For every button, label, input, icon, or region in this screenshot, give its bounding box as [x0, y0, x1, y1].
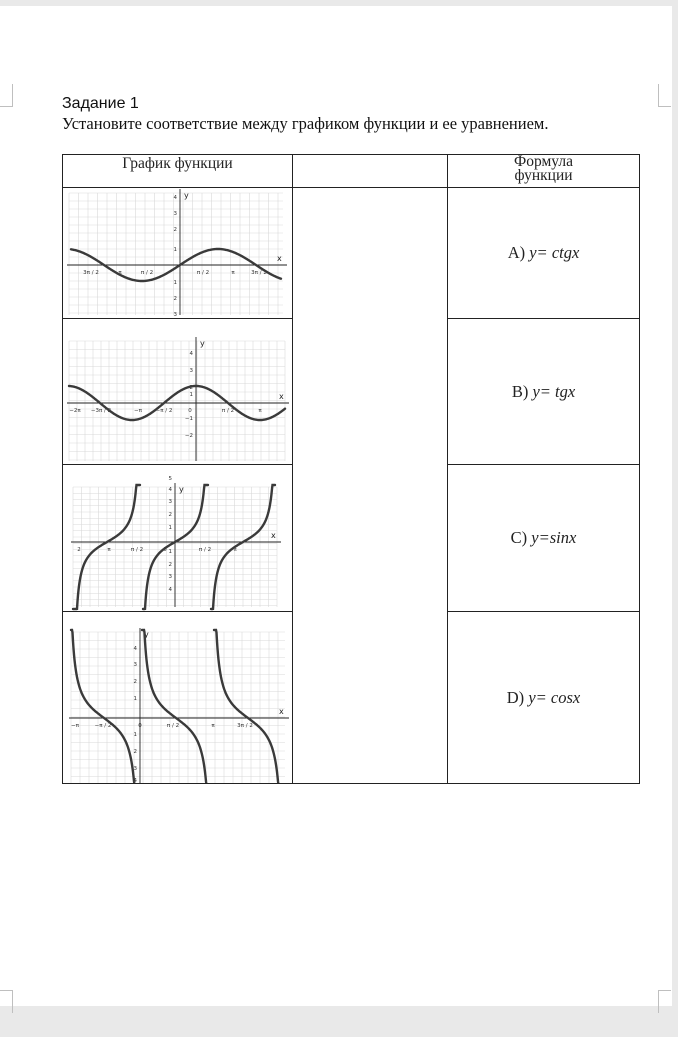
x-tick-label: −π / 2: [155, 408, 173, 414]
x-tick-label: π: [231, 270, 235, 276]
x-tick-label: 3π / 2: [83, 270, 99, 276]
y-tick-label: 1: [173, 280, 177, 286]
matching-table: [62, 154, 640, 784]
formula-letter: C): [510, 528, 528, 547]
x-tick-label: π: [233, 547, 237, 553]
task-title: Задание 1: [62, 95, 139, 112]
y-tick-label: 1: [189, 392, 193, 398]
page-corner-mark: [658, 990, 671, 1013]
y-tick-label: 3: [189, 368, 193, 374]
header-formula: [448, 155, 640, 188]
x-tick-label: 3π / 2: [237, 723, 253, 729]
formula-cell-d: [448, 612, 640, 784]
formula-cell-a: [448, 188, 640, 319]
page-corner-mark: [0, 84, 13, 107]
graph-cell-4: [63, 612, 293, 784]
graph-cell-1: [63, 188, 293, 319]
curve: [142, 630, 211, 783]
x-tick-label: π / 2: [196, 270, 210, 276]
y-tick-label: 2: [189, 385, 193, 391]
formula-letter: A): [507, 243, 526, 262]
y-tick-label: 1: [133, 732, 137, 738]
y-tick-label: 1: [133, 696, 137, 702]
curve: [214, 630, 283, 783]
answer-column: [293, 188, 448, 784]
task-instruction: Установите соответствие между графиком функции и ее уравнением.: [62, 114, 549, 133]
table-header-row: [63, 155, 640, 188]
header-formula-line2: функции: [514, 167, 573, 184]
x-tick-label: −π: [134, 408, 142, 414]
x-tick-label: π: [258, 408, 262, 414]
graph-cell-3: [63, 465, 293, 612]
formula-expression: y= tgx: [532, 381, 576, 401]
y-tick-label: 2: [173, 227, 177, 233]
x-tick-label: π / 2: [166, 723, 180, 729]
header-formula-line1: Формула: [513, 153, 573, 170]
y-tick-label: 2: [168, 562, 172, 568]
page-corner-mark: [658, 84, 671, 107]
x-tick-label: −π / 2: [94, 723, 112, 729]
x-tick-label: 0: [138, 723, 142, 729]
graph-1-sine: [63, 188, 292, 318]
x-tick-label: 0: [188, 408, 192, 414]
x-tick-label: π / 2: [140, 270, 154, 276]
y-tick-label: 3: [173, 312, 177, 318]
y-tick-label: 1: [168, 549, 172, 555]
y-tick-label: 4: [168, 587, 172, 593]
graph-2-cosine: [63, 319, 292, 464]
y-tick-label: 2: [133, 679, 137, 685]
y-tick-label: 4: [133, 778, 137, 783]
graph-cell-2: [63, 319, 293, 465]
formula-letter: B): [511, 381, 529, 401]
page-corner-mark: [0, 990, 13, 1013]
x-axis-label: x: [271, 531, 276, 540]
y-axis-label: y: [144, 630, 149, 639]
x-tick-label: π: [211, 723, 215, 729]
y-tick-label: 2: [173, 296, 177, 302]
formula-expression: y= cosx: [528, 687, 581, 707]
x-tick-label: −2π: [69, 408, 81, 414]
y-tick-label: 2: [133, 749, 137, 755]
y-axis-label: y: [184, 191, 189, 200]
x-tick-label: π: [118, 270, 122, 276]
y-tick-label: 3: [168, 574, 172, 580]
y-tick-label: 1: [173, 247, 177, 253]
formula-expression: y=sinx: [531, 528, 577, 547]
table-row: [63, 188, 640, 319]
y-axis-label: y: [179, 485, 184, 494]
formula-expression: y= ctgx: [529, 243, 580, 262]
x-axis-label: x: [279, 392, 284, 401]
y-tick-label: 3: [173, 211, 177, 217]
y-tick-label: 4: [168, 487, 172, 493]
graph-3-tangent: [63, 465, 292, 611]
curve: [71, 630, 139, 783]
x-tick-label: 0: [163, 547, 167, 553]
x-tick-label: −π: [71, 723, 79, 729]
x-tick-label: π / 2: [130, 547, 144, 553]
formula-letter: D): [506, 687, 525, 707]
y-tick-label: 1: [168, 525, 172, 531]
y-axis-label: y: [200, 339, 205, 348]
x-tick-label: 3π / 2: [251, 270, 267, 276]
y-tick-label: 4: [189, 351, 193, 357]
graph-4-cotangent: [63, 612, 292, 783]
x-tick-label: π: [107, 547, 111, 553]
y-tick-label: 4: [133, 646, 137, 652]
y-tick-label: 3: [133, 766, 137, 772]
y-tick-label: 4: [173, 195, 177, 201]
y-tick-label: 2: [168, 512, 172, 518]
y-tick-label: −2: [184, 433, 193, 439]
y-tick-label: 3: [133, 662, 137, 668]
header-blank: [293, 155, 448, 188]
x-axis-label: x: [279, 707, 284, 716]
x-axis-label: x: [277, 254, 282, 263]
y-tick-label: 5: [168, 476, 172, 482]
x-tick-label: 2: [77, 547, 81, 553]
x-tick-label: −3π / 2: [90, 408, 112, 414]
x-tick-label: π / 2: [221, 408, 235, 414]
formula-cell-c: [448, 465, 640, 612]
y-tick-label: 3: [168, 499, 172, 505]
y-tick-label: −1: [184, 416, 193, 422]
formula-cell-b: [448, 319, 640, 465]
x-tick-label: π / 2: [198, 547, 212, 553]
header-graph: График функции: [63, 155, 293, 188]
